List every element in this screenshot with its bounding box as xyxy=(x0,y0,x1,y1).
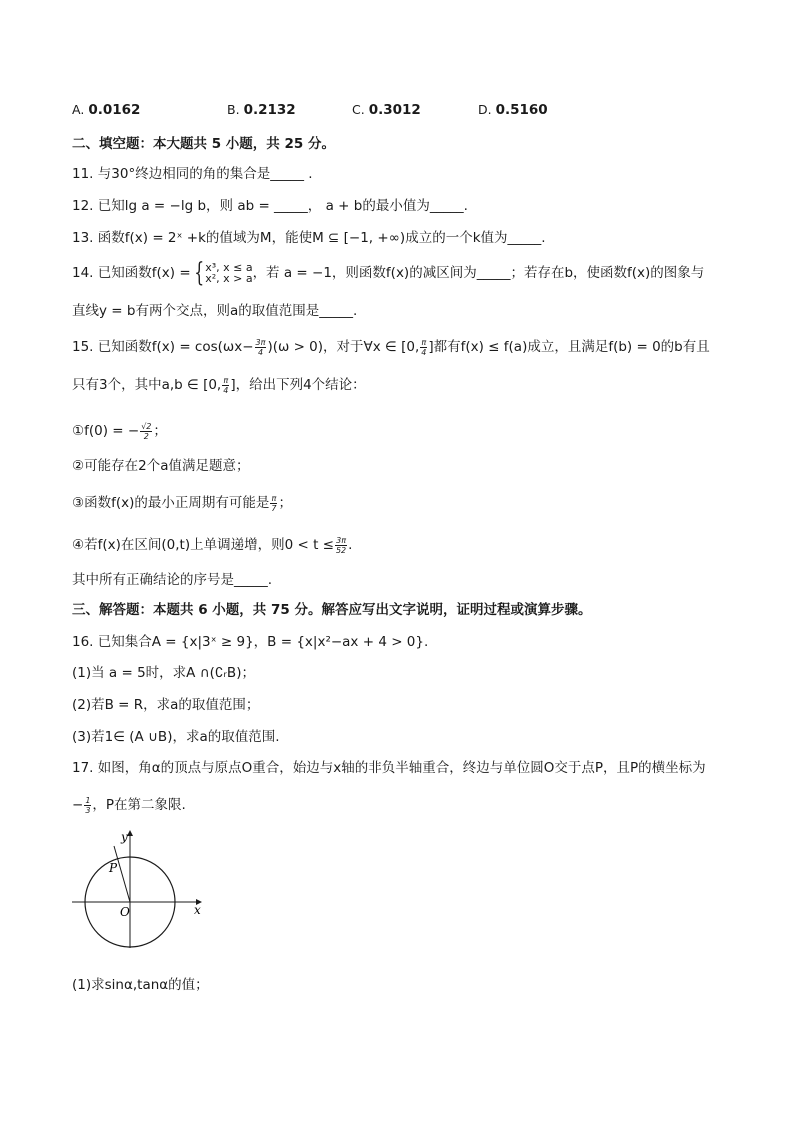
q15-text-e: ]，给出下列4个结论： xyxy=(230,377,366,393)
c4-text: ④若f(x)在区间(0,t)上单调递增，则0 < t ≤ xyxy=(72,537,334,553)
piecewise-cases xyxy=(205,262,252,284)
conclusion-4 xyxy=(72,532,352,558)
frac-num: 3π xyxy=(255,337,266,347)
frac-num: π xyxy=(421,337,427,347)
frac-num: 1 xyxy=(85,795,91,805)
frac-den: 3 xyxy=(85,805,91,815)
q14-case1: x³, x ≤ a xyxy=(205,261,253,274)
conclusion-2: ②可能存在2个a值满足题意； xyxy=(72,458,250,474)
conclusion-3 xyxy=(72,490,292,516)
question-15-line2 xyxy=(72,372,366,398)
frac-den: 4 xyxy=(421,347,427,357)
c1-text: ①f(0) = − xyxy=(72,423,140,439)
choice-value: 0.5160 xyxy=(495,102,548,118)
frac-den: 7 xyxy=(271,503,277,513)
choice-label: A. xyxy=(72,102,85,117)
q17-minus: − xyxy=(72,797,84,813)
question-16-part2: (2)若B = R，求a的取值范围； xyxy=(72,697,260,713)
frac-den: 52 xyxy=(335,545,347,555)
question-11: 11. 与30°终边相同的角的集合是_____ . xyxy=(72,166,313,182)
conclusion-1 xyxy=(72,418,167,444)
question-15-line1 xyxy=(72,334,710,360)
q14-suffix: ，若 a = −1，则函数f(x)的减区间为_____；若存在b，使函数f(x)的图象与 xyxy=(252,265,705,281)
choice-c xyxy=(352,102,421,118)
question-17-line2 xyxy=(72,792,186,818)
question-16-stem: 16. 已知集合A = {x|3ˣ ≥ 9}，B = {x|x²−ax + 4 > 0}. xyxy=(72,634,429,650)
c1-tail: ； xyxy=(153,423,167,439)
fraction xyxy=(222,376,229,395)
question-17-part1: (1)求sinα,tanα的值； xyxy=(72,977,209,993)
frac-den: 4 xyxy=(223,385,229,395)
frac-num: √2 xyxy=(141,421,152,431)
section2-heading: 二、填空题：本大题共 5 小题，共 25 分。 xyxy=(72,136,335,152)
question-12: 12. 已知lg a = −lg b，则 ab = _____， a + b的最小值为_____. xyxy=(72,198,468,214)
q14-prefix: 14. 已知函数f(x) = xyxy=(72,265,191,281)
question-16-part1: (1)当 a = 5时，求A ∩(∁ᵣB)； xyxy=(72,665,255,681)
choice-value: 0.2132 xyxy=(243,102,296,118)
q15-text-b: )(ω > 0)，对于∀x ∈ [0, xyxy=(267,339,420,355)
origin-label: O xyxy=(120,905,130,919)
section3-heading: 三、解答题：本题共 6 小题，共 75 分。解答应写出文字说明，证明过程或演算步骤。 xyxy=(72,602,592,618)
c3-tail: ； xyxy=(278,495,292,511)
q15-text-c: ]都有f(x) ≤ f(a)成立，且满足f(b) = 0的b有且 xyxy=(428,339,710,355)
brace-icon: { xyxy=(193,258,204,288)
q15-text-a: 15. 已知函数f(x) = cos(ωx− xyxy=(72,339,254,355)
choice-b xyxy=(227,102,296,118)
question-15-tail: 其中所有正确结论的序号是_____. xyxy=(72,572,273,588)
choice-label: C. xyxy=(352,102,365,117)
x-axis-label: x xyxy=(194,903,201,917)
choice-a xyxy=(72,102,140,118)
frac-den: 4 xyxy=(257,347,264,357)
frac-num: π xyxy=(223,375,229,385)
q17-text: ，P在第二象限. xyxy=(92,797,186,813)
fraction xyxy=(255,338,267,357)
c4-tail: . xyxy=(348,537,353,553)
c3-text: ③函数f(x)的最小正周期有可能是 xyxy=(72,495,270,511)
choice-label: D. xyxy=(478,102,492,117)
y-axis-arrow-icon xyxy=(127,830,133,836)
point-p-label: P xyxy=(109,861,118,875)
question-17-line1: 17. 如图，角α的顶点与原点O重合，始边与x轴的非负半轴重合，终边与单位圆O交于点P，且P的横坐标为 xyxy=(72,760,706,776)
unit-circle-figure xyxy=(68,828,208,952)
q14-case2: x², x > a xyxy=(205,272,253,285)
frac-den: 2 xyxy=(143,431,149,441)
choice-value: 0.3012 xyxy=(368,102,421,118)
fraction xyxy=(84,796,91,815)
frac-num: 3π xyxy=(336,535,347,545)
choice-label: B. xyxy=(227,102,240,117)
y-axis-label: y xyxy=(121,830,128,844)
question-13: 13. 函数f(x) = 2ˣ +k的值域为M，能使M ⊆ [−1, +∞)成立的一个k值为_____. xyxy=(72,230,546,246)
question-14-line2: 直线y = b有两个交点，则a的取值范围是_____. xyxy=(72,303,358,319)
choice-value: 0.0162 xyxy=(88,102,141,118)
question-14-line1 xyxy=(72,260,704,286)
question-16-part3: (3)若1∈ (A ∪B)，求a的取值范围. xyxy=(72,729,280,745)
choice-d xyxy=(478,102,548,118)
fraction xyxy=(140,422,152,441)
fraction xyxy=(335,536,347,555)
q15-text-d: 只有3个，其中a,b ∈ [0, xyxy=(72,377,222,393)
fraction xyxy=(270,494,277,513)
fraction xyxy=(420,338,427,357)
frac-num: π xyxy=(271,493,277,503)
